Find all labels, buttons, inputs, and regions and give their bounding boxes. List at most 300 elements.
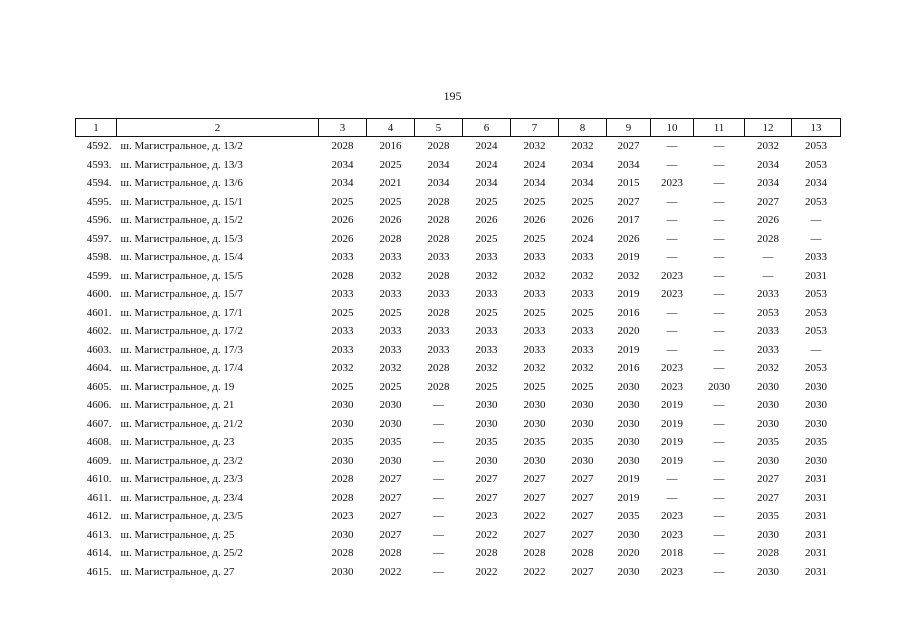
year-cell: — xyxy=(713,362,725,375)
year-cell: 2032 xyxy=(757,140,779,153)
table-row xyxy=(76,174,841,193)
address-cell: ш. Магистральное, д. 25/2 xyxy=(120,547,243,560)
year-cell: 2027 xyxy=(475,491,498,504)
year-cell: 2027 xyxy=(617,195,640,208)
year-cell: 2035 xyxy=(571,436,594,449)
year-cell: 2053 xyxy=(805,362,827,375)
year-cell: — xyxy=(666,473,678,486)
year-cell: 2031 xyxy=(805,510,827,523)
data-table xyxy=(75,118,841,581)
table-row xyxy=(76,211,841,230)
year-cell: 2023 xyxy=(661,380,683,393)
year-cell: 2031 xyxy=(805,269,827,282)
year-cell: 2035 xyxy=(523,436,546,449)
address-cell: ш. Магистральное, д. 17/3 xyxy=(120,343,243,356)
year-cell: — xyxy=(713,325,725,338)
table-body xyxy=(76,137,841,582)
year-cell: 2018 xyxy=(661,547,683,560)
row-number-cell: 4594. xyxy=(86,177,112,190)
year-cell: 2035 xyxy=(475,436,498,449)
year-cell: 2030 xyxy=(805,454,827,467)
year-cell: 2025 xyxy=(475,232,498,245)
row-number-cell: 4605. xyxy=(86,380,112,393)
year-cell: — xyxy=(666,140,678,153)
year-cell: 2033 xyxy=(379,288,402,301)
address-cell: ш. Магистральное, д. 23 xyxy=(120,436,235,449)
year-cell: 2028 xyxy=(331,491,354,504)
year-cell: 2035 xyxy=(757,436,779,449)
year-cell: 2032 xyxy=(571,269,594,282)
year-cell: 2053 xyxy=(805,325,827,338)
year-cell: 2028 xyxy=(427,195,450,208)
table-row xyxy=(76,322,841,341)
year-cell: 2025 xyxy=(475,195,498,208)
year-cell: 2032 xyxy=(523,140,546,153)
year-cell: 2030 xyxy=(523,399,546,412)
year-cell: 2034 xyxy=(475,177,498,190)
column-header: 1 xyxy=(76,119,117,137)
year-cell: 2030 xyxy=(475,454,498,467)
year-cell: 2019 xyxy=(661,454,683,467)
year-cell: 2031 xyxy=(805,528,827,541)
year-cell: 2053 xyxy=(805,140,827,153)
year-cell: — xyxy=(433,528,444,541)
column-header: 11 xyxy=(694,119,745,137)
year-cell: 2022 xyxy=(475,528,498,541)
year-cell: 2035 xyxy=(617,510,640,523)
address-cell: ш. Магистральное, д. 15/3 xyxy=(120,232,243,245)
year-cell: 2025 xyxy=(475,306,498,319)
year-cell: — xyxy=(713,251,725,264)
year-cell: 2030 xyxy=(331,454,354,467)
year-cell: 2022 xyxy=(379,565,402,578)
year-cell: 2027 xyxy=(379,528,402,541)
year-cell: 2025 xyxy=(523,380,546,393)
row-number-cell: 4599. xyxy=(86,269,112,282)
year-cell: 2033 xyxy=(523,343,546,356)
column-header: 3 xyxy=(319,119,367,137)
year-cell: 2025 xyxy=(571,195,594,208)
year-cell: — xyxy=(666,343,678,356)
column-header: 5 xyxy=(415,119,463,137)
year-cell: 2032 xyxy=(379,269,402,282)
year-cell: 2032 xyxy=(475,269,498,282)
year-cell: 2032 xyxy=(523,269,546,282)
table-row xyxy=(76,137,841,156)
year-cell: 2035 xyxy=(379,436,402,449)
year-cell: 2032 xyxy=(571,140,594,153)
year-cell: 2030 xyxy=(805,399,827,412)
year-cell: 2025 xyxy=(331,380,354,393)
column-header: 10 xyxy=(651,119,694,137)
year-cell: 2026 xyxy=(379,214,402,227)
year-cell: 2033 xyxy=(571,251,594,264)
year-cell: 2027 xyxy=(523,491,546,504)
year-cell: 2032 xyxy=(331,362,354,375)
year-cell: — xyxy=(713,510,725,523)
year-cell: 2034 xyxy=(427,177,450,190)
year-cell: 2028 xyxy=(427,214,450,227)
address-cell: ш. Магистральное, д. 23/3 xyxy=(120,473,243,486)
year-cell: — xyxy=(433,510,444,523)
year-cell: 2023 xyxy=(661,510,683,523)
year-cell: 2053 xyxy=(805,288,827,301)
table-row xyxy=(76,526,841,545)
year-cell: 2025 xyxy=(475,380,498,393)
year-cell: 2028 xyxy=(427,306,450,319)
year-cell: — xyxy=(713,158,725,171)
address-cell: ш. Магистральное, д. 17/2 xyxy=(120,325,243,338)
year-cell: — xyxy=(713,140,725,153)
year-cell: 2031 xyxy=(805,547,827,560)
year-cell: 2031 xyxy=(805,565,827,578)
year-cell: 2033 xyxy=(475,343,498,356)
row-number-cell: 4593. xyxy=(86,158,112,171)
year-cell: 2030 xyxy=(617,436,640,449)
table-row xyxy=(76,248,841,267)
year-cell: 2025 xyxy=(331,306,354,319)
year-cell: — xyxy=(713,417,725,430)
year-cell: — xyxy=(433,547,444,560)
year-cell: 2016 xyxy=(617,306,640,319)
year-cell: — xyxy=(713,454,725,467)
year-cell: 2027 xyxy=(571,528,594,541)
year-cell: 2033 xyxy=(331,325,354,338)
row-number-cell: 4607. xyxy=(86,417,112,430)
year-cell: 2016 xyxy=(617,362,640,375)
year-cell: — xyxy=(666,214,678,227)
address-cell: ш. Магистральное, д. 15/7 xyxy=(120,288,243,301)
year-cell: 2030 xyxy=(617,454,640,467)
year-cell: 2023 xyxy=(475,510,498,523)
year-cell: 2019 xyxy=(617,491,640,504)
year-cell: 2033 xyxy=(523,288,546,301)
year-cell: 2034 xyxy=(523,177,546,190)
year-cell: 2024 xyxy=(523,158,546,171)
year-cell: — xyxy=(666,232,678,245)
year-cell: 2030 xyxy=(523,454,546,467)
year-cell: — xyxy=(713,399,725,412)
year-cell: 2025 xyxy=(379,380,402,393)
table-row xyxy=(76,156,841,175)
year-cell: 2030 xyxy=(331,399,354,412)
year-cell: 2033 xyxy=(805,251,827,264)
year-cell: 2030 xyxy=(379,417,402,430)
row-number-cell: 4610. xyxy=(86,473,112,486)
year-cell: 2028 xyxy=(331,547,354,560)
year-cell: 2034 xyxy=(427,158,450,171)
year-cell: 2021 xyxy=(379,177,402,190)
year-cell: 2028 xyxy=(523,547,546,560)
year-cell: — xyxy=(810,232,822,245)
year-cell: 2023 xyxy=(661,565,683,578)
year-cell: 2026 xyxy=(617,232,640,245)
year-cell: 2034 xyxy=(571,177,594,190)
year-cell: — xyxy=(762,269,774,282)
table-row xyxy=(76,193,841,212)
table-row xyxy=(76,267,841,286)
year-cell: 2033 xyxy=(523,251,546,264)
year-cell: 2032 xyxy=(523,362,546,375)
year-cell: — xyxy=(433,491,444,504)
year-cell: — xyxy=(713,565,725,578)
year-cell: 2028 xyxy=(379,547,402,560)
address-cell: ш. Магистральное, д. 19 xyxy=(120,380,235,393)
column-header: 8 xyxy=(559,119,607,137)
table-row xyxy=(76,285,841,304)
year-cell: — xyxy=(713,528,725,541)
year-cell: 2033 xyxy=(427,251,450,264)
year-cell: 2020 xyxy=(617,325,640,338)
year-cell: 2030 xyxy=(805,417,827,430)
year-cell: 2031 xyxy=(805,473,827,486)
year-cell: 2027 xyxy=(757,195,779,208)
row-number-cell: 4612. xyxy=(86,510,112,523)
year-cell: — xyxy=(433,417,444,430)
year-cell: 2034 xyxy=(757,158,779,171)
address-cell: ш. Магистральное, д. 21 xyxy=(120,399,235,412)
year-cell: 2033 xyxy=(331,288,354,301)
year-cell: 2027 xyxy=(571,491,594,504)
year-cell: 2031 xyxy=(805,491,827,504)
row-number-cell: 4604. xyxy=(86,362,112,375)
year-cell: 2023 xyxy=(661,269,683,282)
year-cell: 2030 xyxy=(331,417,354,430)
year-cell: 2035 xyxy=(331,436,354,449)
year-cell: 2026 xyxy=(475,214,498,227)
address-cell: ш. Магистральное, д. 17/1 xyxy=(120,306,243,319)
address-cell: ш. Магистральное, д. 17/4 xyxy=(120,362,243,375)
year-cell: 2024 xyxy=(475,140,498,153)
year-cell: — xyxy=(713,214,725,227)
year-cell: 2032 xyxy=(379,362,402,375)
year-cell: 2023 xyxy=(661,528,683,541)
header-row xyxy=(76,119,841,137)
year-cell: 2033 xyxy=(475,288,498,301)
row-number-cell: 4608. xyxy=(86,436,112,449)
table-row xyxy=(76,544,841,563)
year-cell: 2023 xyxy=(331,510,354,523)
year-cell: 2030 xyxy=(617,528,640,541)
column-header: 4 xyxy=(367,119,415,137)
address-cell: ш. Магистральное, д. 13/3 xyxy=(120,158,243,171)
year-cell: 2024 xyxy=(475,158,498,171)
year-cell: 2028 xyxy=(427,362,450,375)
year-cell: 2033 xyxy=(523,325,546,338)
year-cell: 2015 xyxy=(617,177,640,190)
address-cell: ш. Магистральное, д. 23/5 xyxy=(120,510,243,523)
year-cell: 2033 xyxy=(571,343,594,356)
row-number-cell: 4615. xyxy=(86,565,112,578)
year-cell: 2027 xyxy=(379,491,402,504)
year-cell: 2027 xyxy=(523,473,546,486)
year-cell: — xyxy=(713,473,725,486)
year-cell: — xyxy=(713,288,725,301)
table-row xyxy=(76,507,841,526)
year-cell: 2028 xyxy=(757,232,779,245)
year-cell: — xyxy=(713,491,725,504)
row-number-cell: 4602. xyxy=(86,325,112,338)
year-cell: 2017 xyxy=(617,214,640,227)
year-cell: 2053 xyxy=(805,195,827,208)
row-number-cell: 4606. xyxy=(86,399,112,412)
year-cell: — xyxy=(433,399,444,412)
year-cell: 2030 xyxy=(617,399,640,412)
year-cell: 2033 xyxy=(475,325,498,338)
year-cell: — xyxy=(666,306,678,319)
year-cell: 2030 xyxy=(757,454,779,467)
year-cell: 2030 xyxy=(757,380,779,393)
year-cell: — xyxy=(713,306,725,319)
year-cell: 2033 xyxy=(757,325,779,338)
row-number-cell: 4597. xyxy=(86,232,112,245)
year-cell: 2025 xyxy=(571,380,594,393)
row-number-cell: 4611. xyxy=(87,491,112,504)
year-cell: 2025 xyxy=(379,158,402,171)
year-cell: 2030 xyxy=(757,399,779,412)
year-cell: — xyxy=(666,491,678,504)
address-cell: ш. Магистральное, д. 13/2 xyxy=(120,140,243,153)
year-cell: 2030 xyxy=(523,417,546,430)
year-cell: 2033 xyxy=(757,288,779,301)
year-cell: 2025 xyxy=(523,195,546,208)
year-cell: 2035 xyxy=(757,510,779,523)
table-row xyxy=(76,341,841,360)
table-row xyxy=(76,396,841,415)
year-cell: 2022 xyxy=(523,565,546,578)
year-cell: — xyxy=(433,473,444,486)
year-cell: 2019 xyxy=(617,251,640,264)
year-cell: — xyxy=(433,454,444,467)
year-cell: 2028 xyxy=(331,473,354,486)
row-number-cell: 4596. xyxy=(86,214,112,227)
year-cell: 2028 xyxy=(571,547,594,560)
year-cell: 2028 xyxy=(475,547,498,560)
year-cell: 2030 xyxy=(475,399,498,412)
year-cell: 2033 xyxy=(427,288,450,301)
year-cell: 2033 xyxy=(475,251,498,264)
table-row xyxy=(76,304,841,323)
year-cell: 2023 xyxy=(661,288,683,301)
year-cell: 2030 xyxy=(331,565,354,578)
year-cell: 2030 xyxy=(475,417,498,430)
year-cell: 2035 xyxy=(805,436,827,449)
table-row xyxy=(76,563,841,582)
row-number-cell: 4601. xyxy=(86,306,112,319)
year-cell: — xyxy=(713,343,725,356)
year-cell: 2030 xyxy=(757,528,779,541)
year-cell: 2027 xyxy=(757,473,779,486)
row-number-cell: 4592. xyxy=(86,140,112,153)
year-cell: 2025 xyxy=(523,232,546,245)
year-cell: 2027 xyxy=(523,528,546,541)
column-header: 2 xyxy=(117,119,319,137)
year-cell: 2053 xyxy=(805,306,827,319)
row-number-cell: 4603. xyxy=(86,343,112,356)
year-cell: 2030 xyxy=(617,417,640,430)
row-number-cell: 4614. xyxy=(86,547,112,560)
year-cell: — xyxy=(433,436,444,449)
year-cell: 2028 xyxy=(757,547,779,560)
year-cell: 2019 xyxy=(661,399,683,412)
year-cell: 2030 xyxy=(757,565,779,578)
year-cell: 2019 xyxy=(617,343,640,356)
year-cell: 2027 xyxy=(617,140,640,153)
year-cell: 2028 xyxy=(331,269,354,282)
address-cell: ш. Магистральное, д. 25 xyxy=(120,528,235,541)
year-cell: — xyxy=(810,343,822,356)
address-cell: ш. Магистральное, д. 13/6 xyxy=(120,177,243,190)
year-cell: 2028 xyxy=(427,232,450,245)
row-number-cell: 4598. xyxy=(86,251,112,264)
year-cell: 2026 xyxy=(757,214,779,227)
address-cell: ш. Магистральное, д. 15/4 xyxy=(120,251,243,264)
year-cell: 2019 xyxy=(617,473,640,486)
table-row xyxy=(76,415,841,434)
year-cell: 2033 xyxy=(331,343,354,356)
year-cell: — xyxy=(713,436,725,449)
page-number: 195 xyxy=(443,89,462,103)
year-cell: 2053 xyxy=(805,158,827,171)
year-cell: 2026 xyxy=(571,214,594,227)
year-cell: 2023 xyxy=(661,362,683,375)
year-cell: — xyxy=(762,251,774,264)
year-cell: 2030 xyxy=(331,528,354,541)
year-cell: 2025 xyxy=(571,306,594,319)
year-cell: 2025 xyxy=(379,306,402,319)
year-cell: 2034 xyxy=(617,158,640,171)
table-row xyxy=(76,433,841,452)
table-row xyxy=(76,378,841,397)
year-cell: — xyxy=(666,158,678,171)
year-cell: 2033 xyxy=(571,288,594,301)
year-cell: 2034 xyxy=(331,158,354,171)
year-cell: 2034 xyxy=(757,177,779,190)
table-row xyxy=(76,470,841,489)
column-header: 9 xyxy=(607,119,651,137)
year-cell: 2027 xyxy=(379,473,402,486)
year-cell: 2033 xyxy=(571,325,594,338)
address-cell: ш. Магистральное, д. 23/2 xyxy=(120,454,243,467)
column-header: 13 xyxy=(792,119,841,137)
year-cell: 2030 xyxy=(379,454,402,467)
year-cell: — xyxy=(713,547,725,560)
year-cell: 2030 xyxy=(757,417,779,430)
year-cell: 2032 xyxy=(475,362,498,375)
table-row xyxy=(76,230,841,249)
year-cell: 2030 xyxy=(708,380,730,393)
column-header: 7 xyxy=(511,119,559,137)
year-cell: 2034 xyxy=(331,177,354,190)
year-cell: 2053 xyxy=(757,306,779,319)
year-cell: — xyxy=(433,565,444,578)
year-cell: — xyxy=(713,177,725,190)
year-cell: 2033 xyxy=(379,325,402,338)
year-cell: 2026 xyxy=(331,214,354,227)
year-cell: 2022 xyxy=(523,510,546,523)
year-cell: — xyxy=(713,232,725,245)
year-cell: 2033 xyxy=(379,251,402,264)
year-cell: 2025 xyxy=(523,306,546,319)
year-cell: 2032 xyxy=(617,269,640,282)
year-cell: — xyxy=(810,214,822,227)
year-cell: 2034 xyxy=(805,177,827,190)
column-header: 12 xyxy=(745,119,792,137)
year-cell: 2027 xyxy=(757,491,779,504)
year-cell: 2022 xyxy=(475,565,498,578)
year-cell: 2019 xyxy=(661,436,683,449)
year-cell: 2030 xyxy=(617,380,640,393)
